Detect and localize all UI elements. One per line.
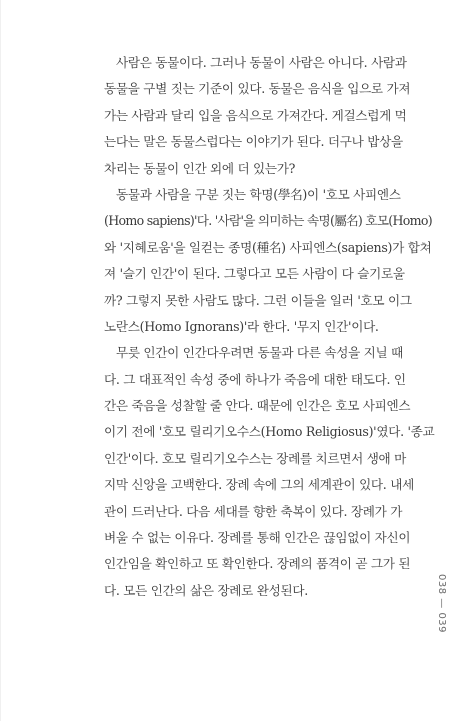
text-line: 동물을 구별 짓는 기준이 있다. 동물은 음식을 입으로 가져 bbox=[104, 81, 411, 97]
text-line: (Homo sapiens)'다. '사람'을 의미하는 속명(屬名) 호모(Homo) bbox=[104, 213, 432, 229]
text-line: 져 '슬기 인간'이 된다. 그렇다고 모든 사람이 다 슬기로울 bbox=[104, 266, 405, 282]
page-edge bbox=[0, 0, 1, 721]
text-line: 까? 그렇지 못한 사람도 많다. 그런 이들을 일러 '호모 이그 bbox=[104, 292, 412, 308]
text-line: 인간임을 확인하고 또 확인한다. 장례의 품격이 곧 그가 된 bbox=[104, 556, 411, 572]
text-line: 지막 신앙을 고백한다. 장례 속에 그의 세계관이 있다. 내세 bbox=[104, 477, 414, 493]
text-line: 관이 드러난다. 다음 세대를 향한 축복이 있다. 장례가 가 bbox=[104, 503, 403, 519]
text-line: 는다는 말은 동물스럽다는 이야기가 된다. 더구나 밥상을 bbox=[104, 134, 403, 150]
text-line: 인간'이다. 호모 릴리기오수스는 장례를 치르면서 생애 마 bbox=[104, 450, 406, 466]
text-line: 이기 전에 '호모 릴리기오수스(Homo Religiosus)'였다. '종교 bbox=[104, 424, 435, 440]
paragraph-1 bbox=[104, 50, 434, 182]
text-line: 노란스(Homo Ignorans)'라 한다. '무지 인간'이다. bbox=[104, 318, 379, 334]
text-line: 다. 그 대표적인 속성 중에 하나가 죽음에 대한 태도다. 인 bbox=[104, 371, 406, 387]
text-line: 사람은 동물이다. 그러나 동물이 사람은 아니다. 사람과 bbox=[116, 55, 407, 70]
text-line: 차리는 동물이 인간 외에 더 있는가? bbox=[104, 160, 296, 176]
text-line: 동물과 사람을 구분 짓는 학명(學名)이 '호모 사피엔스 bbox=[116, 186, 401, 202]
body-text bbox=[104, 50, 434, 604]
text-line: 간은 죽음을 성찰할 줄 안다. 때문에 인간은 호모 사피엔스 bbox=[104, 398, 411, 414]
text-line: 가는 사람과 달리 입을 음식으로 가져간다. 게걸스럽게 먹 bbox=[104, 107, 407, 123]
text-line: 무릇 인간이 인간다우려면 동물과 다른 속성을 지닐 때 bbox=[116, 345, 403, 361]
text-line: 와 '지혜로움'을 일컫는 종명(種名) 사피엔스(sapiens)가 합쳐 bbox=[104, 239, 432, 255]
page-number: 038 — 039 bbox=[436, 574, 447, 634]
paragraph-3 bbox=[104, 340, 434, 604]
text-line: 벼울 수 없는 이유다. 장례를 통해 인간은 끊임없이 자신이 bbox=[104, 530, 411, 546]
paragraph-2 bbox=[104, 182, 434, 340]
text-line: 다. 모든 인간의 삶은 장례로 완성된다. bbox=[104, 582, 308, 598]
